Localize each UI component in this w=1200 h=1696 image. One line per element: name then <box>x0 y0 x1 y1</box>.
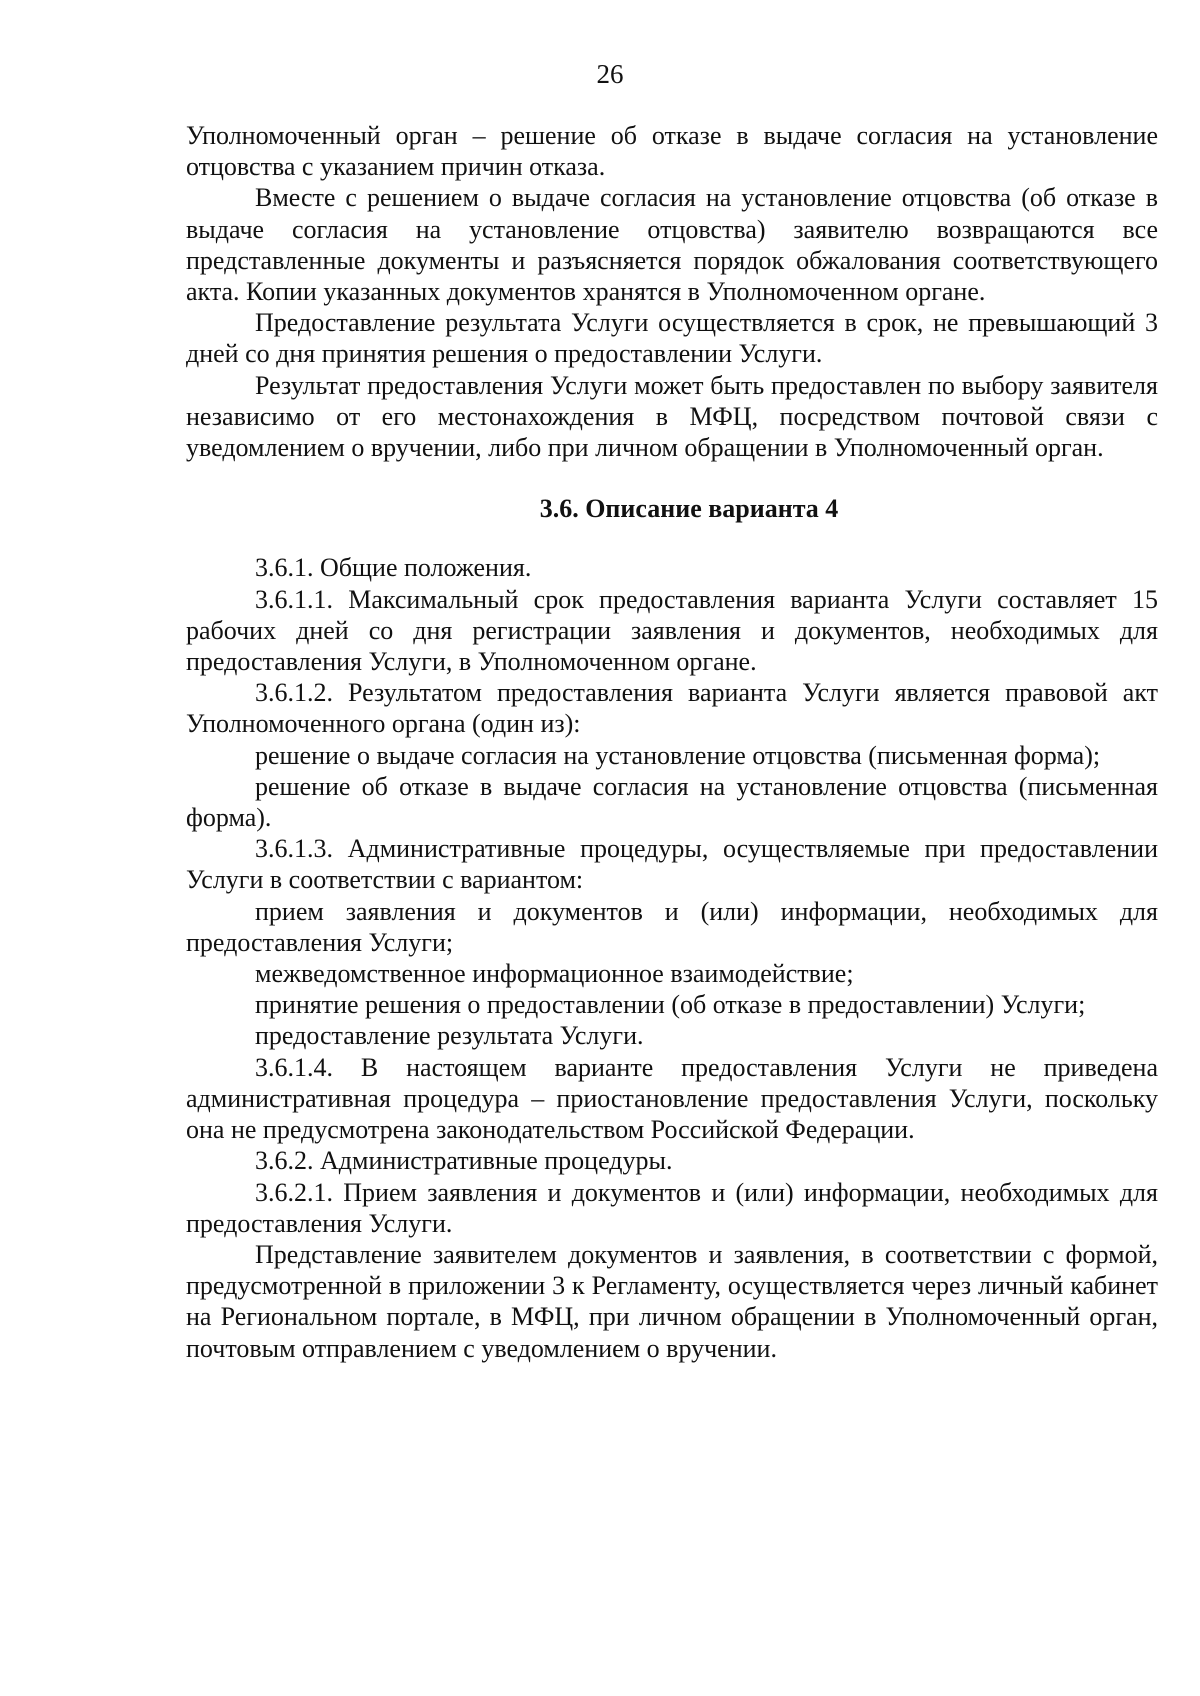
list-item: межведомственное информационное взаимодействие; <box>255 959 854 989</box>
paragraph: Предоставление результата Услуги осуществляется в срок, не превышающий 3 дней со дня принятия решения о предоставлении Услуги. <box>186 308 1158 369</box>
section-heading: 3.6. Описание варианта 4 <box>539 494 839 524</box>
list-item: прием заявления и документов и (или) информации, необходимых для предоставления Услуги; <box>186 896 1158 957</box>
list-item: принятие решения о предоставлении (об отказе в предоставлении) Услуги; <box>255 990 1086 1020</box>
paragraph: 3.6.2.1. Прием заявления и документов и (или) информации, необходимых для предоставления Услуги. <box>186 1177 1158 1238</box>
paragraph: 3.6.1. Общие положения. <box>255 553 532 583</box>
list-item: решение о выдаче согласия на установление отцовства (письменная форма); <box>255 740 1101 770</box>
paragraph: Результат предоставления Услуги может быть предоставлен по выбору заявителя независимо от его местонахождения в МФЦ, посредством почтовой связи с уведомлением о вручении, либо при личном обращении в Уполномоченный орган. <box>186 370 1158 463</box>
paragraph: 3.6.2. Административные процедуры. <box>255 1146 673 1176</box>
document-body <box>186 120 1158 1364</box>
paragraph: 3.6.1.1. Максимальный срок предоставления варианта Услуги составляет 15 рабочих дней со дня регистрации заявления и документов, необходимых для предоставления Услуги, в Уполномоченном органе. <box>186 584 1158 677</box>
paragraph: Представление заявителем документов и заявления, в соответствии с формой, предусмотренной в приложении 3 к Регламенту, осуществляется через личный кабинет на Региональном портале, в МФЦ, при личном обращении в Уполномоченный орган, почтовым отправлением с уведомлением о вручении. <box>186 1239 1158 1363</box>
paragraph: 3.6.1.3. Административные процедуры, осуществляемые при предоставлении Услуги в соответствии с вариантом: <box>186 834 1158 895</box>
paragraph: 3.6.1.2. Результатом предоставления варианта Услуги является правовой акт Уполномоченного органа (один из): <box>186 678 1158 739</box>
list-item: предоставление результата Услуги. <box>255 1021 644 1051</box>
paragraph: Вместе с решением о выдаче согласия на установление отцовства (об отказе в выдаче согласия на установление отцовства) заявителю возвращаются все представленные документы и разъясняется порядок обжалования соответствующего акта. Копии указанных документов хранятся в Уполномоченном органе. <box>186 183 1158 307</box>
list-item: решение об отказе в выдаче согласия на установление отцовства (письменная форма). <box>186 771 1158 833</box>
paragraph: 3.6.1.4. В настоящем варианте предоставления Услуги не приведена административная процедура – приостановление предоставления Услуги, поскольку она не предусмотрена законодательством Российской Федерации. <box>186 1052 1158 1145</box>
page-number: 26 <box>596 59 624 89</box>
paragraph: Уполномоченный орган – решение об отказе в выдаче согласия на установление отцовства с указанием причин отказа. <box>186 121 1158 182</box>
